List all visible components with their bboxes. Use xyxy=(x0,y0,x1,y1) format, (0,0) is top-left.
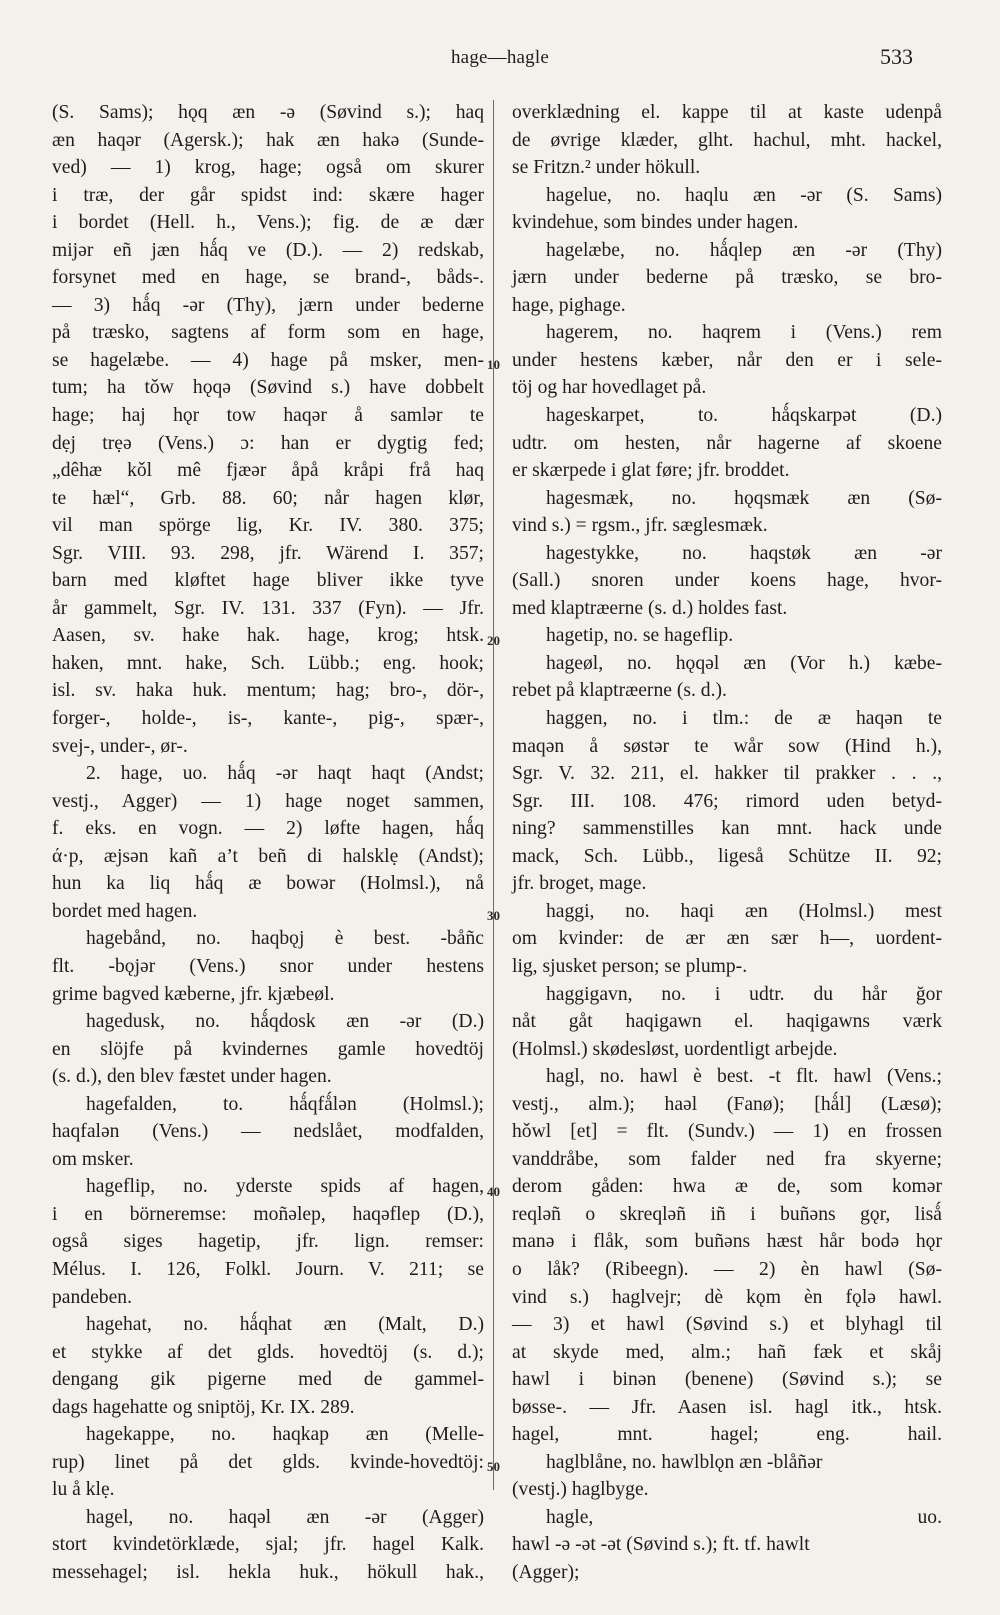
left-column-text-line: stort kvindetörklæde, sjal; jfr. hagel Kalk. xyxy=(52,1534,484,1556)
right-column-text-line: (Agger); xyxy=(512,1561,580,1583)
left-column-text-line: hagebånd, no. haqbǫj è best. -båñc xyxy=(86,928,484,950)
left-column-text-line: om msker. xyxy=(52,1148,134,1170)
line-number-40: 40 xyxy=(487,1184,500,1199)
right-column-text-line: hagerem, no. haqrem i (Vens.) rem xyxy=(546,322,942,344)
right-column-text-line: hagl, no. hawl è best. -t flt. hawl (Vens.; xyxy=(546,1066,942,1088)
right-column-text-line: lig, sjusket person; se plump-. xyxy=(512,955,748,977)
left-column-text-line: lu å klẹ. xyxy=(52,1479,115,1501)
right-column-text-line: Sgr. V. 32. 211, el. hakker til prakker . . ., xyxy=(512,763,942,785)
right-column-text-line: hagelue, no. haqlu æn -ər (S. Sams) xyxy=(546,184,942,206)
left-column-text-line: hage; haj hǫr tow haqər å samlər te xyxy=(52,405,484,427)
right-column-text-line: derom gåden: hwa æ de, som komər xyxy=(512,1176,942,1198)
left-column-text-line: forger-, holde-, is-, kante-, pig-, spær-, xyxy=(52,708,484,730)
right-column-text-line: (Holmsl.) skødesløst, uordentligt arbejde. xyxy=(512,1038,838,1060)
right-column-text-line: vind s.) = rgsm., jfr. sæglesmæk. xyxy=(512,515,768,537)
left-column-text-line: dẹj trẹə (Vens.) ɔ: han er dygtig fed; xyxy=(52,432,484,454)
right-column-text-line: hagesmæk, no. hǫqsmæk æn (Sø- xyxy=(546,487,942,509)
line-number-20: 20 xyxy=(487,633,500,648)
left-column-text-line: hagekappe, no. haqkap æn (Melle- xyxy=(86,1424,484,1446)
column-divider xyxy=(493,100,494,1490)
right-column-text-line: at skyde med, alm.; hañ fæk et skåj xyxy=(512,1341,942,1363)
left-column-text-line: barn med kløftet hage bliver ikke tyve xyxy=(52,570,484,592)
left-column-text-line: ved) — 1) krog, hage; også om skurer xyxy=(52,157,484,179)
left-column-text-line: også siges hagetip, jfr. lign. remser: xyxy=(52,1231,484,1253)
right-column-text-line: reqləñ o skreqləñ iñ i buñəns gǫr, lisǻ xyxy=(512,1203,942,1225)
left-column-text-line: Aasen, sv. hake hak. hage, krog; htsk. xyxy=(52,625,484,647)
left-column-text-line: Mélus. I. 126, Folkl. Journ. V. 211; se xyxy=(52,1258,484,1280)
right-column-text-line: haggen, no. i tlm.: de æ haqən te xyxy=(546,708,942,730)
left-column-text-line: Sgr. VIII. 93. 298, jfr. Wärend I. 357; xyxy=(52,542,484,564)
left-column-text-line: mijər eñ jæn hǻq ve (D.). — 2) redskab, xyxy=(52,239,484,261)
right-column-text-line: hagel, mnt. hagel; eng. hail. xyxy=(512,1424,942,1446)
right-column-text-line: med klaptræerne (s. d.) holdes fast. xyxy=(512,597,788,619)
right-column-text-line: vestj., alm.); haəl (Fanø); [hǻl] (Læsø); xyxy=(512,1093,942,1115)
right-column-text-line: de øvrige klæder, glht. hachul, mht. hackel, xyxy=(512,129,942,151)
left-column-text-line: — 3) hǻq -ər (Thy), jærn under bederne xyxy=(52,294,484,316)
right-column-text-line: se Fritzn.² under hökull. xyxy=(512,157,701,179)
right-column-text-line: kvindehue, som bindes under hagen. xyxy=(512,212,799,234)
left-column-text-line: bordet med hagen. xyxy=(52,900,198,922)
left-column-text-line: vestj., Agger) — 1) hage noget sammen, xyxy=(52,790,484,812)
left-column-text-line: i træ, der går spidst ind: skære hager xyxy=(52,184,484,206)
right-column-text-line: haggi, no. haqi æn (Holmsl.) mest xyxy=(546,900,942,922)
right-column-text-line: hagestykke, no. haqstøk æn -ər xyxy=(546,542,942,564)
left-column xyxy=(52,99,484,1587)
right-column-text-line: rebet på klaptræerne (s. d.). xyxy=(512,680,727,702)
right-column-text-line: Sgr. III. 108. 476; rimord uden betyd- xyxy=(512,790,942,812)
right-column-text-line: haglblåne, no. hawlblǫn æn -blåñər xyxy=(546,1451,823,1473)
right-column-text-line: udtr. om hesten, når hagerne af skoene xyxy=(512,432,942,454)
left-column-text-line: hun ka liq hǻq æ bowər (Holmsl.), nå xyxy=(52,873,484,895)
right-column-text-line: er skærpede i glat føre; jfr. broddet. xyxy=(512,460,790,482)
right-column-text-line: jærn under bederne på træsko, se bro- xyxy=(512,267,942,289)
left-column-text-line: te hæl“, Grb. 88. 60; når hagen klør, xyxy=(52,487,484,509)
left-column-text-line: „dêhæ kǒl mê fjæər åpå kråpi frå haq xyxy=(52,460,484,482)
left-column-text-line: se hagelæbe. — 4) hage på msker, men- xyxy=(52,349,484,371)
right-column-text-line: overklædning el. kappe til at kaste udenpå xyxy=(512,102,942,123)
right-column-text-line: nåt gåt haqigawn el. haqigawns værk xyxy=(512,1011,942,1033)
right-column-text-line: hage, pighage. xyxy=(512,294,626,316)
right-column-text-line: o låk? (Ribeegn). — 2) èn hawl (Sø- xyxy=(512,1258,942,1280)
left-column-text-line: hagefalden, to. hǻqfǻlən (Holmsl.); xyxy=(86,1093,484,1115)
right-column-text-line: töj og har hovedlaget på. xyxy=(512,377,707,399)
left-column-text-line: hageflip, no. yderste spids af hagen, xyxy=(86,1176,484,1198)
right-column-text-line: hagelæbe, no. hǻqlep æn -ər (Thy) xyxy=(546,239,942,261)
right-column-text-line: hagle, uo. xyxy=(546,1506,942,1528)
right-column-text-line: — 3) et hawl (Søvind s.) et blyhagl til xyxy=(512,1314,942,1336)
right-column-text-line: mack, Sch. Lübb., ligeså Schütze II. 92; xyxy=(512,845,942,867)
left-column-text-line: hagel, no. haqəl æn -ər (Agger) xyxy=(86,1506,484,1528)
left-column-text-line: et stykke af det glds. hovedtöj (s. d.); xyxy=(52,1341,484,1363)
right-column-text-line: bøsse-. — Jfr. Aasen isl. hagl itk., htsk. xyxy=(512,1396,942,1418)
left-column-text-line: vil man spörge lig, Kr. IV. 380. 375; xyxy=(52,515,484,537)
left-column-text-line: på træsko, sagtens af form som en hage, xyxy=(52,322,484,344)
left-column-text-line: isl. sv. haka huk. mentum; hag; bro-, dör-, xyxy=(52,680,484,702)
left-column-text-line: (s. d.), den blev fæstet under hagen. xyxy=(52,1066,332,1088)
left-column-text-line: forsynet med en hage, se brand-, båds-. xyxy=(52,267,484,289)
right-column-text-line: hǒwl [et] = flt. (Sundv.) — 1) en frossen xyxy=(512,1121,942,1143)
right-column-text-line: hageøl, no. hǫqəl æn (Vor h.) kæbe- xyxy=(546,652,942,674)
left-column-text-line: dags hagehatte og sniptöj, Kr. IX. 289. xyxy=(52,1396,355,1418)
right-column-text-line: manə i flåk, som buñəns hæst hår bodə hǫr xyxy=(512,1231,942,1253)
left-column-text-line: æn haqər (Agersk.); hak æn hakə (Sunde- xyxy=(52,129,484,151)
left-column-text-line: i bordet (Hell. h., Vens.); fig. de æ dær xyxy=(52,212,484,234)
left-column-text-line: grime bagved kæberne, jfr. kjæbeøl. xyxy=(52,983,335,1005)
right-column-text-line: ning? sammenstilles kan mnt. hack unde xyxy=(512,818,942,840)
right-column-text-line: haggigavn, no. i udtr. du hår ğor xyxy=(546,983,942,1005)
left-column-text-line: i en börneremse: moñəlep, haqəflep (D.), xyxy=(52,1203,484,1225)
right-column-text-line: (vestj.) haglbyge. xyxy=(512,1479,649,1501)
left-column-text-line: hagehat, no. hǻqhat æn (Malt, D.) xyxy=(86,1314,484,1336)
left-column-text-line: flt. -bǫjər (Vens.) snor under hestens xyxy=(52,955,484,977)
line-number-50: 50 xyxy=(487,1459,500,1474)
right-column-text-line: hawl i binən (benene) (Søvind s.); se xyxy=(512,1369,942,1391)
left-column-text-line: svej-, under-, ør-. xyxy=(52,735,188,757)
right-column-text-line: jfr. broget, mage. xyxy=(512,873,647,895)
running-header: hage—hagle xyxy=(450,47,549,68)
right-column-text-line: under hestens kæber, når den er i sele- xyxy=(512,349,942,371)
left-column-text-line: pandeben. xyxy=(52,1286,132,1308)
right-column-text-line: (Sall.) snoren under koens hage, hvor- xyxy=(512,570,942,592)
left-column-text-line: ά·p, æjsən kañ a’t beñ di halsklẹ (Andst); xyxy=(52,845,484,867)
left-column-text-line: haqfalən (Vens.) — nedslået, modfalden, xyxy=(52,1121,484,1143)
right-column-text-line: vind s.) haglvejr; dè kǫm èn fǫlə hawl. xyxy=(512,1286,942,1308)
right-column-text-line: vanddråbe, som falder ned fra skyerne; xyxy=(512,1148,942,1170)
left-column-text-line: hagedusk, no. hǻqdosk æn -ər (D.) xyxy=(86,1011,484,1033)
left-column-text-line: 2. hage, uo. hǻq -ər haqt haqt (Andst; xyxy=(86,763,484,785)
left-column-text-line: rup) linet på det glds. kvinde-hovedtöj: xyxy=(52,1451,484,1473)
page-number: 533 xyxy=(880,44,913,69)
right-column-text-line: maqən å søstər te wår sow (Hind h.), xyxy=(512,735,942,757)
line-number-10: 10 xyxy=(487,357,500,372)
line-number-30: 30 xyxy=(487,908,500,923)
right-column xyxy=(512,99,942,1587)
left-column-text-line: en slöjfe på kvindernes gamle hovedtöj xyxy=(52,1038,484,1060)
right-column-text-line: om kvinder: de ær æn sær h—, uordent- xyxy=(512,928,942,950)
left-column-text-line: år gammelt, Sgr. IV. 131. 337 (Fyn). — Jfr. xyxy=(52,597,484,619)
right-column-text-line: hageskarpet, to. hǻqskarpət (D.) xyxy=(546,405,942,427)
left-column-text-line: (S. Sams); hǫq æn -ə (Søvind s.); haq xyxy=(52,102,484,123)
right-column-text-line: hawl -ə -ət -ət (Søvind s.); ft. tf. hawlt xyxy=(512,1534,810,1556)
left-column-text-line: messehagel; isl. hekla huk., hökull hak., xyxy=(52,1561,484,1583)
left-column-text-line: dengang gik pigerne med de gammel- xyxy=(52,1369,484,1391)
left-column-text-line: f. eks. en vogn. — 2) løfte hagen, hǻq xyxy=(52,818,484,840)
left-column-text-line: tum; ha tǒw hǫqə (Søvind s.) have dobbelt xyxy=(52,377,484,399)
right-column-text-line: hagetip, no. se hageflip. xyxy=(546,625,734,647)
left-column-text-line: haken, mnt. hake, Sch. Lübb.; eng. hook; xyxy=(52,652,484,674)
